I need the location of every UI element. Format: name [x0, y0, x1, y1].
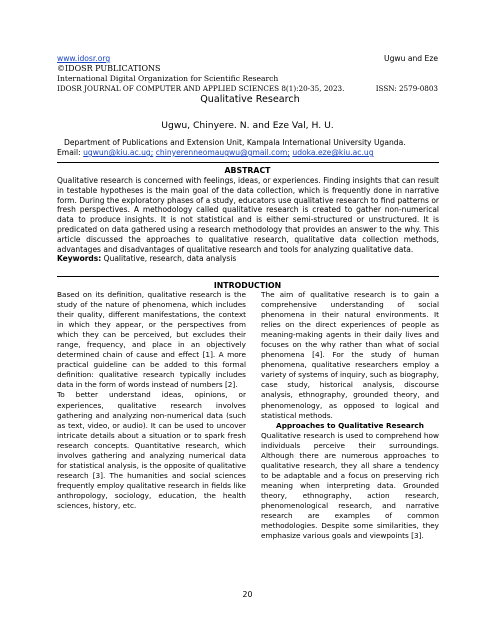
intro-paragraph-1: Based on its definition, qualitative research is the study of the nature of phenomena, which includes their quality, different manifestations, the context in which they appear, or the perspectives from which they can be perceived, but excludes their range, frequency, and place in an objectively determined chain of cause and effect [1]. A more practical guideline can be added to this formal definition: qualitative research typically includes data in the form of words instead of numbers [2].: [57, 290, 246, 390]
keywords-text: Qualitative, research, data analysis: [103, 254, 237, 264]
right-column: [261, 290, 439, 541]
page-title: Qualitative Research: [200, 94, 300, 105]
email-link-3[interactable]: udoka.eze@kiu.ac.ug: [292, 148, 374, 157]
approaches-heading: Approaches to Qualitative Research: [276, 420, 424, 430]
intro-paragraph-2: To better understand ideas, opinions, or experiences, qualitative research involves gathering and analyzing non-numerical data (such as text, video, or audio). It can be used to uncover intricate details about a situation or to spark fresh research concepts. Quantitative research, which involves gathering and analyzing numerical data for statistical analysis, is the opposite of qualitative research [3]. The humanities and social sciences frequently employ qualitative research in fields like anthropology, sociology, education, the health sciences, history, etc.: [57, 390, 246, 510]
running-authors: Ugwu and Eze: [384, 54, 438, 63]
divider-top: [57, 162, 439, 163]
abstract-text: Qualitative research is concerned with feelings, ideas, or experiences. Finding insights that can result in testable hypotheses is the main goal of the data collection, which is frequently done in narrative form. During the exploratory phases of a study, educators use qualitative research to find patterns or fresh perspectives. A methodology called qualitative research is created to gather non-numerical data to produce insights. It is not statistical and is either semi-structured or unstructured. It is predicated on data gathered using a research methodology that provides an answer to the why. This article discussed the approaches to qualitative research, qualitative data collection methods, advantages and disadvantages of qualitative research and tools for analyzing qualitative data.: [57, 176, 439, 254]
journal-website-link[interactable]: www.idosr.org: [57, 54, 111, 63]
page-number: 20: [242, 590, 253, 599]
affiliation: Department of Publications and Extension Unit, Kampala International University Uganda.: [64, 138, 406, 147]
keywords-label: Keywords:: [57, 254, 102, 264]
keywords-line: [57, 254, 439, 264]
introduction-heading: INTRODUCTION: [213, 281, 282, 290]
email-link-2[interactable]: chinyerenneomaugwu@gmail.com;: [155, 148, 290, 157]
organization-name: International Digital Organization for Scientific Research: [57, 74, 279, 83]
journal-citation: IDOSR JOURNAL OF COMPUTER AND APPLIED SCIENCES 8(1):20-35, 2023.: [57, 84, 345, 93]
left-column: [57, 290, 246, 511]
approaches-paragraph: Qualitative research is used to comprehend how individuals perceive their surroundings. Although there are numerous approaches to qualitative research, they all share a tendency to be adaptable and a focus on preserving rich meaning when interpreting data. Grounded theory, ethnography, action research, phenomenological research, and narrative research are examples of common methodologies. Despite some similarities, they emphasize various goals and viewpoints [3].: [261, 430, 439, 541]
abstract-body: [57, 176, 439, 264]
author-names: Ugwu, Chinyere. N. and Eze Val, H. U.: [161, 120, 334, 131]
divider-bottom: [57, 276, 439, 277]
publisher-copyright: ©IDOSR PUBLICATIONS: [57, 64, 161, 73]
abstract-heading: ABSTRACT: [224, 166, 271, 175]
email-line: [57, 148, 374, 158]
intro-paragraph-3: The aim of qualitative research is to gain a comprehensive understanding of social phenomena in their natural environments. It relies on the direct experiences of people as meaning-making agents in their daily lives and focuses on the why rather than what of social phenomena [4]. For the study of human phenomena, qualitative researchers employ a variety of systems of inquiry, such as biography, case study, historical analysis, discourse analysis, ethnography, grounded theory, and phenomenology, as opposed to logical and statistical methods.: [261, 290, 440, 420]
email-link-1[interactable]: ugwun@kiu.ac.ug;: [83, 148, 154, 157]
issn: ISSN: 2579-0803: [375, 84, 438, 93]
email-label: Email:: [57, 148, 81, 157]
